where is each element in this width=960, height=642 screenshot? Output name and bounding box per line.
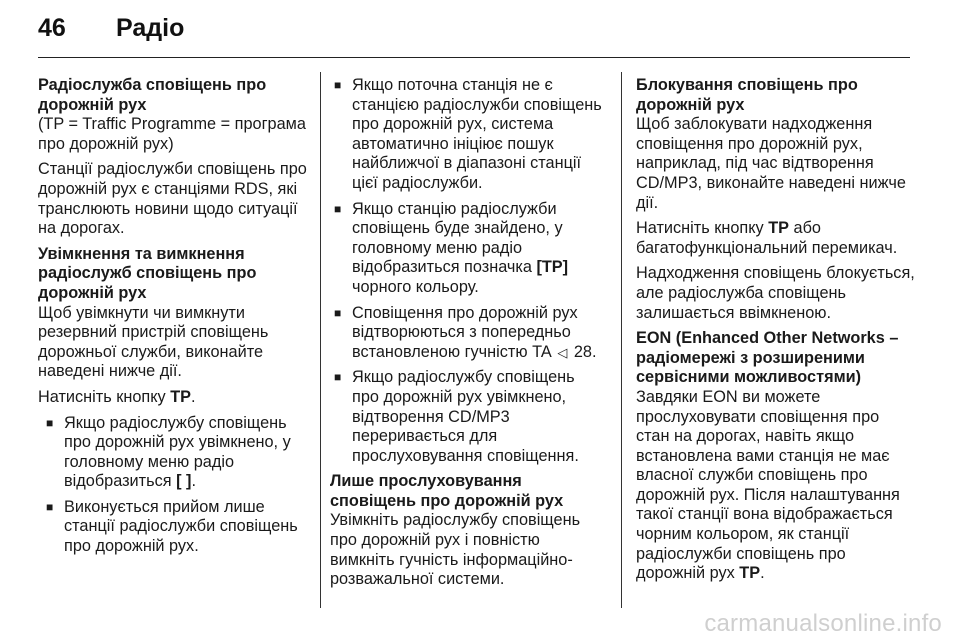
list-item: ■ Сповіщення про дорожній рух відтворюються з попередньо встановленою гучністю TA ◁ 28.: [330, 304, 606, 363]
watermark: carmanualsonline.info: [704, 610, 942, 637]
list-item: ■ Якщо радіослужбу сповіщень про дорожній рух увімкнено, у головному меню радіо відобразиться [ ].: [38, 414, 310, 492]
column-1: [38, 76, 310, 563]
paragraph: Завдяки EON ви можете прослуховувати сповіщення про стан на дорогах, навіть якщо встановлена вами станція не має власної служби сповіщень про дорожній рух. Після налаштування такої станції вона відображається чорним кольором, як станції радіослужби сповіщень про дорожній рух TP.: [636, 387, 900, 583]
page-number: 46: [38, 14, 66, 42]
column-divider: [621, 72, 622, 608]
section-heading-listen-only: Лише прослуховування сповіщень про дорожній рух: [330, 472, 564, 510]
page-header: [38, 14, 184, 43]
page-reference-icon: ◁: [557, 344, 568, 360]
list-item: ■ Якщо поточна станція не є станцією радіослужби сповіщень про дорожній рух, система автоматично ініціює пошук найближчої в діапазоні станції цієї радіослужби.: [330, 76, 606, 194]
bullet-icon: ■: [334, 370, 342, 385]
bullet-icon: ■: [334, 201, 342, 216]
tp-key-label: TP: [739, 564, 761, 583]
paragraph: Натисніть кнопку TP або багатофункціональний перемикач.: [636, 219, 898, 257]
tp-key-label: TP: [768, 219, 789, 238]
section-heading-traffic-service: Радіослужба сповіщень про дорожній рух: [38, 76, 267, 114]
section-heading-eon: EON (Enhanced Other Networks – радіомережі з розширеними сервісними можливостями): [636, 329, 899, 387]
paragraph: Щоб заблокувати надходження сповіщення про дорожній рух, наприклад, під час відтворення CD/MP3, виконайте наведені нижче дії.: [636, 115, 906, 212]
bullet-icon: ■: [334, 305, 342, 320]
bullet-icon: ■: [334, 78, 342, 92]
paragraph: Надходження сповіщень блокується, але радіослужба сповіщень залишається ввімкненою.: [636, 264, 915, 322]
list-item: ■ Виконується прийом лише станції радіослужби сповіщень про дорожній рух.: [38, 498, 310, 557]
section-heading-enable-disable: Увімкнення та вимкнення радіослужб сповіщень про дорожній рух: [38, 244, 257, 302]
tp-indicator-label: [TP]: [536, 258, 569, 277]
column-divider: [320, 72, 321, 608]
column-2: [330, 76, 606, 596]
section-heading-block-announcements: Блокування сповіщень про дорожній рух: [636, 76, 858, 114]
indicator-label: [ ]: [176, 472, 192, 491]
paragraph: Щоб увімкнути чи вимкнути резервний пристрій сповіщень дорожньої служби, виконайте наведені нижче дії.: [38, 303, 269, 381]
paragraph: Станції радіослужби сповіщень про дорожній рух є станціями RDS, які транслюють новини щодо ситуації на дорогах.: [38, 160, 307, 238]
bullet-icon: ■: [46, 499, 54, 514]
tp-key-label: TP: [170, 387, 191, 406]
paragraph: (TP = Traffic Programme = програма про дорожній рух): [38, 115, 306, 153]
bullet-icon: ■: [46, 415, 54, 430]
header-rule: [38, 57, 910, 58]
paragraph: Натисніть кнопку TP.: [38, 387, 196, 406]
column-3: [636, 76, 916, 590]
page-title: Радіо: [116, 14, 185, 42]
list-item: ■ Якщо радіослужбу сповіщень про дорожній рух увімкнено, відтворення CD/MP3 переривається для прослуховування сповіщення.: [330, 368, 606, 466]
list-item: ■ Якщо станцію радіослужби сповіщень буде знайдено, у головному меню радіо відобразиться позначка [TP] чорного кольору.: [330, 200, 606, 298]
paragraph: Увімкніть радіослужбу сповіщень про дорожній рух і повністю вимкніть гучність інформаційно-розважальної системи.: [330, 511, 581, 589]
